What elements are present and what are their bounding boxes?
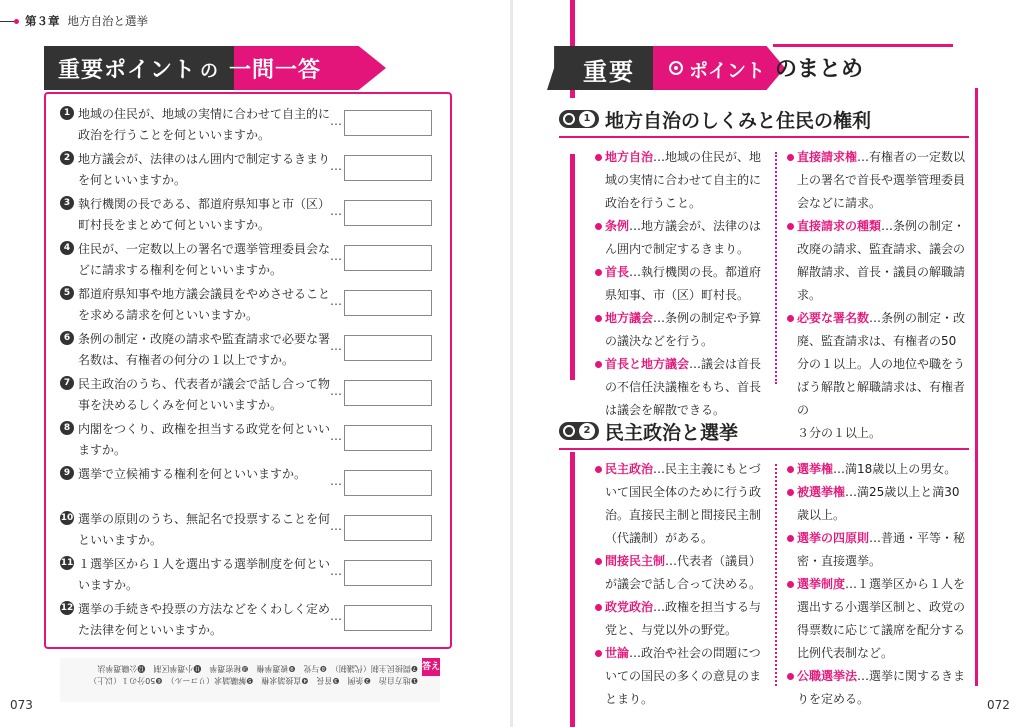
leader-dots: …	[330, 609, 342, 623]
column-divider	[775, 152, 777, 384]
answer-box[interactable]	[344, 560, 432, 586]
chapter-dot-icon	[14, 19, 19, 24]
answer-box[interactable]	[344, 515, 432, 541]
summary-desc: …議会は首長の不信任決議権をもち、首長は議会を解散できる。	[605, 357, 762, 417]
summary-item	[787, 215, 967, 307]
section1-right-column	[787, 146, 967, 445]
question-text: 地域の住民が、地域の実情に合わせて自主的に政治を行うことを何といいますか。	[78, 107, 331, 142]
summary-item	[595, 596, 767, 642]
answer-box[interactable]	[344, 290, 432, 316]
summary-item	[595, 550, 767, 596]
question-number: 6	[60, 331, 74, 345]
summary-item	[595, 458, 767, 550]
section-title: 民主政治と選挙	[605, 421, 739, 444]
summary-desc: …民主主義にもとづいて国民全体のために行う政治。直接民主制と間接民主制（代議制）がある。	[605, 462, 762, 545]
leader-dots: …	[330, 204, 342, 218]
summary-desc: …条例の制定・改廃の請求、監査請求、議会の解散請求、首長・議員の解職請求。	[797, 219, 966, 302]
summary-item	[787, 307, 967, 422]
question-text: 選挙で立候補する権利を何といいますか。	[78, 467, 307, 481]
section-badge	[559, 422, 599, 440]
summary-term: 首長	[605, 265, 630, 279]
section-heading-1	[559, 104, 871, 134]
summary-item	[787, 481, 967, 527]
chapter-label: 第３章	[25, 14, 60, 28]
summary-item	[787, 573, 967, 665]
answer-box[interactable]	[344, 470, 432, 496]
summary-desc: ３分の１以上。	[797, 426, 882, 440]
answer-box[interactable]	[344, 425, 432, 451]
summary-term: 民主政治	[605, 462, 654, 476]
summary-term: 公職選挙法	[797, 669, 858, 683]
question-item	[58, 102, 448, 147]
summary-desc: …普通・平等・秘密・直接選挙。	[797, 531, 966, 568]
question-text: 選挙の手続きや投票の方法などをくわしく定めた法律を何といいますか。	[78, 602, 331, 637]
answer-box[interactable]	[344, 155, 432, 181]
summary-item	[787, 665, 967, 711]
summary-desc: …条例の制定・改廃、監査請求は、有権者の50分の１以上。人の地位や職をうばう解散と解職請求は、有権者の	[797, 311, 966, 417]
right-page	[513, 0, 1024, 727]
summary-banner-part2: ポイント	[689, 60, 766, 82]
summary-term: 首長と地方議会	[605, 357, 690, 371]
question-number: 7	[60, 376, 74, 390]
summary-item	[787, 458, 967, 481]
question-text: 執行機関の長である、都道府県知事と市（区）町村長をまとめて何といいますか。	[78, 197, 331, 232]
question-text: 住民が、一定数以上の署名で選挙管理委員会などに請求する権利を何といいますか。	[78, 242, 331, 277]
answer-row: ❶地方自治 ❷条例 ❸首長 ❹直接請求権 ❺解職請求（リコール） ❻50分の１（以上）	[89, 676, 418, 685]
summary-banner-part3: のまとめ	[775, 57, 864, 82]
answer-box[interactable]	[344, 380, 432, 406]
question-text: １選挙区から１人を選出する選挙制度を何といいますか。	[78, 557, 331, 592]
answer-box[interactable]	[344, 605, 432, 631]
question-number: 10	[60, 513, 74, 523]
answer-rows	[66, 662, 418, 686]
pink-rule	[975, 88, 978, 686]
section-number: 1	[579, 111, 595, 127]
answer-box[interactable]	[344, 245, 432, 271]
summary-term: 直接請求の種類	[797, 219, 882, 233]
summary-desc: …地方議会が、法律のはん囲内で制定するきまり。	[605, 219, 762, 256]
qa-banner-no: の	[200, 61, 220, 82]
leader-dots: …	[330, 249, 342, 263]
leader-dots: …	[330, 294, 342, 308]
section-heading-2	[559, 416, 738, 446]
pink-rule	[570, 452, 575, 727]
question-number: 1	[60, 106, 74, 120]
summary-item	[595, 215, 767, 261]
section2-right-column	[787, 458, 967, 711]
section-title: 地方自治のしくみと住民の権利	[605, 109, 872, 132]
summary-term: 条例	[605, 219, 630, 233]
summary-desc: …政権を担当する与党と、与党以外の野党。	[605, 600, 762, 637]
page-number-right: 072	[987, 698, 1010, 712]
summary-term: 政党政治	[605, 600, 654, 614]
section-underline	[559, 136, 969, 138]
question-item	[58, 372, 448, 417]
summary-item	[595, 353, 767, 422]
summary-term: 被選挙権	[797, 485, 846, 499]
leader-dots: …	[330, 429, 342, 443]
summary-desc: …満18歳以上の男女。	[833, 462, 957, 476]
pink-rule	[773, 44, 953, 47]
section1-left-column	[595, 146, 767, 422]
question-item	[58, 417, 448, 462]
qa-banner-title	[58, 53, 321, 84]
answer-row: ❼間接民主制（代議制） ❽与党 ❾被選挙権 ❿秘密選挙 ⓫小選挙区制 ⓬公職選挙法	[97, 664, 418, 673]
summary-term: 選挙制度	[797, 577, 846, 591]
summary-banner-part1: 重要	[583, 58, 635, 86]
question-number: 5	[60, 286, 74, 300]
question-item	[58, 507, 448, 552]
answer-box[interactable]	[344, 335, 432, 361]
summary-term: 選挙の四原則	[797, 531, 870, 545]
answer-box[interactable]	[344, 200, 432, 226]
summary-item	[595, 146, 767, 215]
question-text: 民主政治のうち、代表者が議会で話し合って物事を決めるしくみを何といいますか。	[78, 377, 331, 412]
summary-desc: …政治や社会の問題についての国民の多くの意見のまとまり。	[605, 646, 762, 706]
question-text: 内閣をつくり、政権を担当する政党を何といいますか。	[78, 422, 331, 457]
summary-desc: …選挙に関するきまりを定める。	[797, 669, 966, 706]
summary-term: 必要な署名数	[797, 311, 870, 325]
question-text: 条例の制定・改廃の請求や監査請求で必要な署名数は、有権者の何分の１以上ですか。	[78, 332, 331, 367]
summary-item	[787, 527, 967, 573]
question-item	[58, 327, 448, 372]
summary-desc: …満25歳以上と満30歳以上。	[797, 485, 960, 522]
question-number: 12	[60, 603, 74, 613]
question-number: 8	[60, 421, 74, 435]
summary-term: 地方議会	[605, 311, 654, 325]
summary-item	[595, 261, 767, 307]
leader-dots: …	[330, 384, 342, 398]
question-number: 2	[60, 151, 74, 165]
summary-term: 地方自治	[605, 150, 654, 164]
page-number-left: 073	[10, 698, 33, 712]
section-number: 2	[579, 423, 595, 439]
question-item	[58, 237, 448, 282]
answer-tab: 答え	[422, 658, 440, 676]
summary-desc: …１選挙区から１人を選出する小選挙区制と、政党の得票数に応じて議席を配分する比例代表制など。	[797, 577, 966, 660]
leader-dots: …	[330, 159, 342, 173]
leader-dots: …	[330, 564, 342, 578]
chapter-rule	[0, 21, 14, 22]
ring-icon	[563, 425, 575, 437]
summary-banner	[547, 46, 787, 90]
summary-term: 間接民主制	[605, 554, 666, 568]
answer-strip	[60, 658, 440, 702]
question-text: 都道府県知事や地方議会議員をやめさせることを求める請求を何といいますか。	[78, 287, 331, 322]
section-badge	[559, 110, 599, 128]
answer-box[interactable]	[344, 110, 432, 136]
question-item	[58, 462, 448, 507]
section2-left-column	[595, 458, 767, 711]
question-list	[58, 102, 448, 642]
question-item	[58, 282, 448, 327]
summary-desc: …地域の住民が、地域の実情に合わせて自主的に政治を行うこと。	[605, 150, 762, 210]
leader-dots: …	[330, 114, 342, 128]
ring-icon	[563, 113, 575, 125]
qa-banner-part2: 一問一答	[229, 58, 322, 83]
question-number: 4	[60, 241, 74, 255]
chapter-header	[0, 10, 148, 32]
question-item	[58, 192, 448, 237]
summary-desc: …執行機関の長。都道府県知事、市（区）町村長。	[605, 265, 762, 302]
summary-term: 世論	[605, 646, 630, 660]
summary-term: 直接請求権	[797, 150, 858, 164]
left-page	[0, 0, 511, 727]
summary-item	[787, 146, 967, 215]
question-number: 9	[60, 466, 74, 480]
summary-desc: …代表者（議員）が議会で話し合って決める。	[605, 554, 762, 591]
question-number: 11	[60, 558, 74, 568]
summary-term: 選挙権	[797, 462, 834, 476]
summary-item	[595, 642, 767, 711]
leader-dots: …	[330, 339, 342, 353]
leader-dots: …	[330, 474, 342, 488]
summary-desc: …有権者の一定数以上の署名で首長や選挙管理委員会などに請求。	[797, 150, 966, 210]
section-underline	[559, 448, 969, 450]
qa-banner	[44, 46, 386, 90]
leader-dots: …	[330, 519, 342, 533]
question-item	[58, 597, 448, 642]
chapter-title: 地方自治と選挙	[67, 14, 148, 28]
question-text: 選挙の原則のうち、無記名で投票することを何といいますか。	[78, 512, 331, 547]
summary-item	[595, 307, 767, 353]
summary-desc: …条例の制定や予算の議決などを行う。	[605, 311, 762, 348]
column-divider	[775, 464, 777, 686]
question-item	[58, 147, 448, 192]
target-icon	[669, 61, 683, 75]
qa-banner-part1: 重要ポイント	[58, 58, 197, 83]
question-item	[58, 552, 448, 597]
pink-rule	[570, 154, 575, 380]
question-number: 3	[60, 196, 74, 210]
question-text: 地方議会が、法律のはん囲内で制定するきまりを何といいますか。	[78, 152, 331, 187]
summary-item	[787, 422, 967, 445]
